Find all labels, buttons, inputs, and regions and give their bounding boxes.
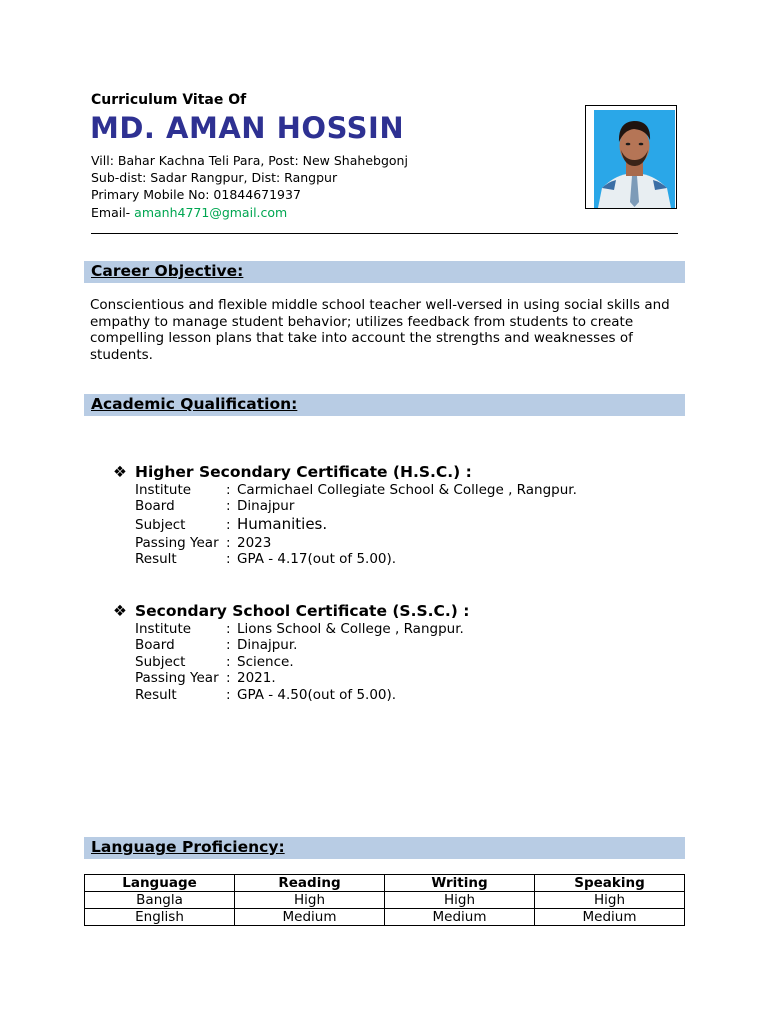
cell-speaking: Medium — [535, 909, 685, 926]
row-label: Result — [135, 551, 177, 567]
address-line-1: Vill: Bahar Kachna Teli Para, Post: New Shahebgonj — [91, 153, 408, 168]
row-label: Subject — [135, 517, 186, 533]
row-colon: : — [226, 621, 231, 637]
row-value: Dinajpur. — [237, 637, 298, 653]
row-colon: : — [226, 482, 231, 498]
mobile-number: Primary Mobile No: 01844671937 — [91, 187, 301, 202]
table-row — [85, 892, 685, 909]
profile-photo — [585, 105, 677, 209]
email-link[interactable]: amanh4771@gmail.com — [134, 205, 288, 220]
candidate-name: MD. AMAN HOSSIN — [90, 111, 405, 145]
table-row — [85, 909, 685, 926]
email-label: Email- — [91, 205, 135, 220]
academic-qualification-bar — [84, 394, 685, 416]
language-table — [84, 874, 685, 926]
career-objective-bar — [84, 261, 685, 283]
row-label: Board — [135, 498, 175, 514]
row-label: Subject — [135, 654, 186, 670]
header-speaking: Speaking — [535, 875, 685, 892]
row-value: Lions School & College , Rangpur. — [237, 621, 464, 637]
cell-reading: High — [235, 892, 385, 909]
header-reading: Reading — [235, 875, 385, 892]
email-line — [91, 204, 287, 221]
ssc-heading — [113, 602, 469, 620]
row-colon: : — [226, 654, 231, 670]
profile-photo-image — [594, 110, 675, 208]
row-colon: : — [226, 498, 231, 514]
cell-language: English — [85, 909, 235, 926]
row-colon: : — [226, 637, 231, 653]
row-value: Dinajpur — [237, 498, 295, 514]
row-colon: : — [226, 670, 231, 686]
row-label: Board — [135, 637, 175, 653]
row-value: GPA - 4.17(out of 5.00). — [237, 551, 397, 567]
cell-language: Bangla — [85, 892, 235, 909]
row-colon: : — [226, 551, 231, 567]
address-line-2: Sub-dist: Sadar Rangpur, Dist: Rangpur — [91, 170, 338, 185]
career-objective-title: Career Objective: — [91, 262, 244, 280]
row-label: Passing Year — [135, 535, 219, 551]
header-writing: Writing — [385, 875, 535, 892]
header-divider — [91, 233, 678, 234]
language-proficiency-bar — [84, 837, 685, 859]
row-value: Science. — [237, 654, 294, 670]
cell-speaking: High — [535, 892, 685, 909]
language-proficiency-title: Language Proficiency: — [91, 838, 285, 856]
hsc-heading — [113, 463, 472, 481]
row-label: Institute — [135, 621, 192, 637]
cv-heading: Curriculum Vitae Of — [91, 92, 247, 108]
academic-qualification-title: Academic Qualification: — [91, 395, 298, 413]
row-colon: : — [226, 535, 231, 551]
header-language: Language — [85, 875, 235, 892]
row-label: Passing Year — [135, 670, 219, 686]
row-colon: : — [226, 517, 231, 533]
row-value: 2021. — [237, 670, 276, 686]
ssc-title: Secondary School Certificate (S.S.C.) : — [135, 602, 470, 620]
hsc-title: Higher Secondary Certificate (H.S.C.) : — [135, 463, 472, 481]
cell-reading: Medium — [235, 909, 385, 926]
diamond-bullet-icon: ❖ — [113, 463, 127, 481]
row-value: Humanities. — [237, 515, 328, 533]
row-label: Institute — [135, 482, 192, 498]
row-colon: : — [226, 687, 231, 703]
cell-writing: Medium — [385, 909, 535, 926]
row-label: Result — [135, 687, 177, 703]
table-header-row — [85, 875, 685, 892]
career-objective-text: Conscientious and flexible middle school teacher well-versed in using social skills and empathy to manage student behavior; utilizes feedback from students to create compelling lesson plans that take into account the strengths and weaknesses of students. — [90, 297, 670, 363]
row-value: 2023 — [237, 535, 272, 551]
cell-writing: High — [385, 892, 535, 909]
row-value: GPA - 4.50(out of 5.00). — [237, 687, 397, 703]
diamond-bullet-icon: ❖ — [113, 602, 127, 620]
row-value: Carmichael Collegiate School & College , Rangpur. — [237, 482, 577, 498]
